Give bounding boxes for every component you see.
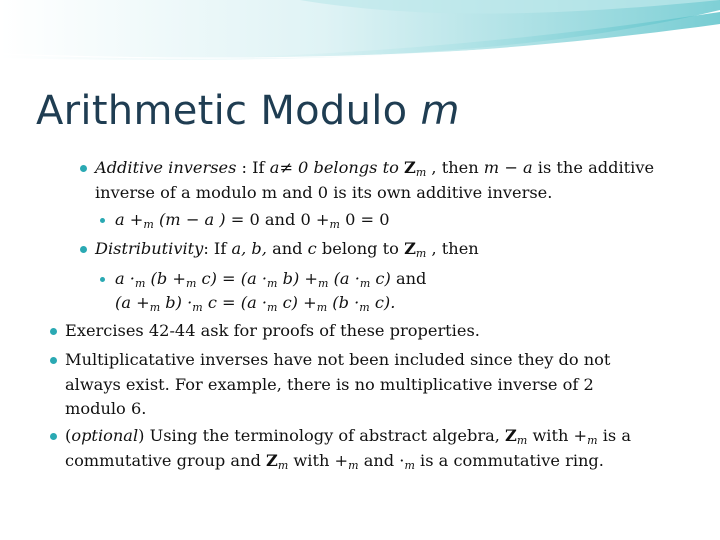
line-multiplicative-3: modulo 6.: [65, 399, 147, 418]
bullet-icon: [50, 357, 57, 364]
line-distributivity: Distributivity: If a, b, and c belong to $Z_m$ , then: [95, 239, 479, 260]
bullet-icon: [50, 328, 57, 335]
line-additive-inverses: Additive inverses : If a≠ 0 belongs to $Z_m$ , then m − a is the additive: [95, 158, 655, 179]
bullet-icon: [80, 246, 87, 253]
line-multiplicative-1: Multiplicatative inverses have not been included since they do not: [65, 350, 611, 369]
bullet-icon: [80, 165, 87, 172]
line-optional-1: (optional) Using the terminology of abstract algebra, $Z_m$ with $+_m$ is a: [65, 426, 631, 447]
page-title: Arithmetic Modulo m: [36, 88, 460, 134]
line-additive-formula: $a +_m$ (m − a ) = 0 and $0 +_m$ 0 = 0: [115, 210, 390, 231]
bullet-icon: [100, 218, 105, 223]
bullet-icon: [100, 277, 105, 282]
line-multiplicative-2: always exist. For example, there is no multiplicative inverse of 2: [65, 375, 594, 394]
line-exercises: Exercises 42-44 ask for proofs of these properties.: [65, 321, 480, 340]
line-additive-inverse-cont: inverse of a modulo m and 0 is its own additive inverse.: [95, 183, 553, 202]
line-distributivity-formula-2: ($a +_m$ $b) \cdot_m$ $c = (a \cdot_m$ $c) +_m$ ($b \cdot_m$ c).: [115, 293, 396, 314]
header-banner: [0, 0, 720, 70]
line-optional-2: commutative group and $Z_m$ with $+_m$ and $\cdot_m$ is a commutative ring.: [65, 451, 604, 472]
bullet-icon: [50, 433, 57, 440]
line-distributivity-formula-1: $a \cdot_m$ ($b +_m$ $c) = (a \cdot_m$ $b) +_m$ ($a \cdot_m$ c) and: [115, 269, 427, 290]
